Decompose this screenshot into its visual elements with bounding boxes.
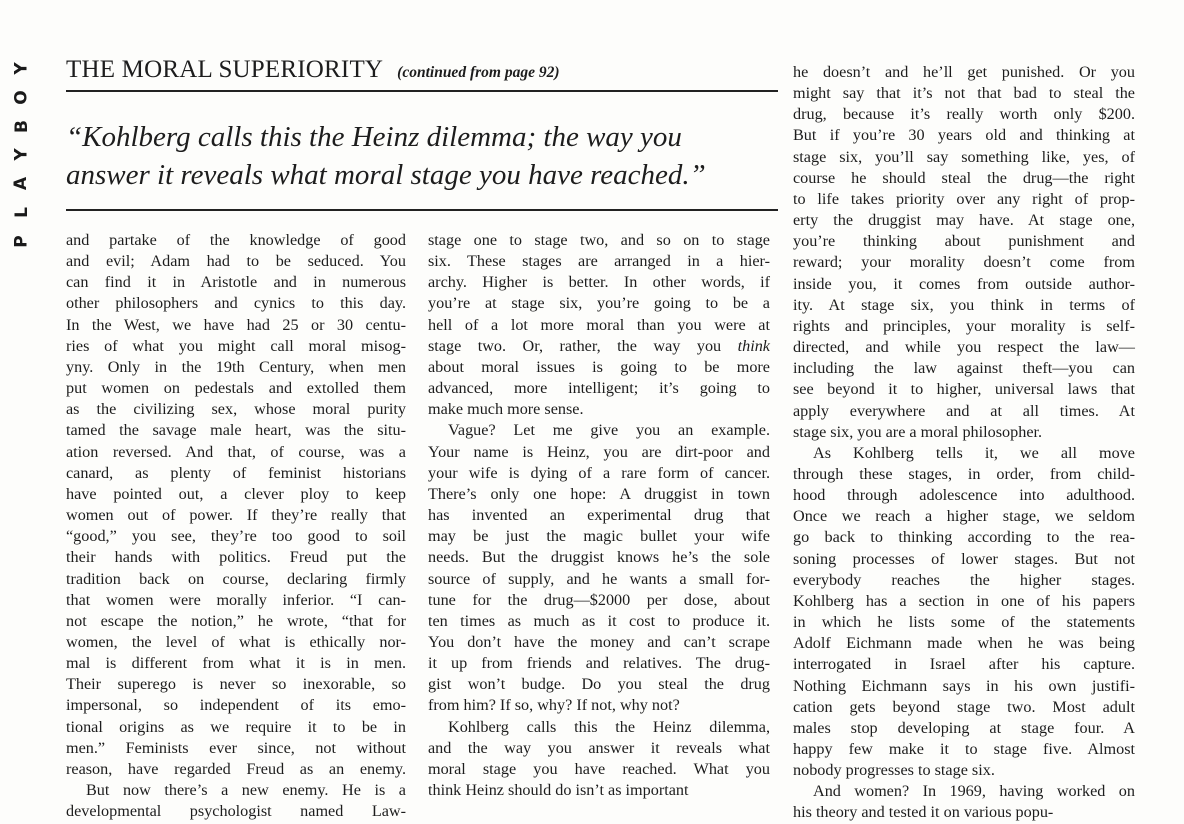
magazine-letter: Y [11,148,32,162]
text-line: your wife is dying of a rare form of cancer. [428,463,770,482]
magazine-name-vertical [8,60,36,250]
text-segment: stage two. Or, rather, the way you [428,336,738,355]
text-line: rights and principles, your morality is self- [793,316,1135,335]
text-line: see beyond it to higher, universal laws that [793,380,1135,399]
text-column-2 [428,230,770,801]
text-line: you’re at stage six, you’re going to be a [428,294,770,313]
text-line: ation reversed. And that, of course, was a [66,442,406,461]
magazine-letter: Y [11,62,32,75]
text-line: from him? If so, why? If not, why not? [428,696,680,715]
paragraph [428,717,770,802]
text-line: in which he lists some of the statements [793,613,1135,632]
text-line: happy few make it to stage five. Almost [793,740,1135,758]
paragraph [793,443,1135,782]
text-line: ten times as much as it cost to produce it. [428,611,770,630]
text-line: men.” Feminists ever since, not without [66,738,406,757]
text-line: There’s only one hope: A druggist in town [428,484,770,503]
text-line: think Heinz should do isn’t as important [428,781,689,800]
text-line: and partake of the knowledge of good [66,231,406,249]
text-line: everybody reaches the higher stages. [793,570,1135,589]
text-line: yny. Only in the 19th Century, when men [66,357,406,376]
text-line: ries of what you might call moral misog- [66,336,406,355]
text-column-3 [793,62,1135,824]
text-line: directed, and while you respect the law— [793,338,1135,357]
pull-quote-line: “Kohlberg calls this the Heinz dilemma; the way you [66,121,682,153]
text-line: needs. But the druggist knows he’s the sole [428,548,770,567]
text-line: Your name is Heinz, you are dirt-poor and [428,442,770,461]
text-line: Nothing Eichmann says in his own justifi- [793,676,1135,695]
text-line: hood through adolescence into adulthood. [793,486,1135,505]
text-line: gist won’t budge. Do you steal the drug [428,675,770,694]
text-line: may be just the magic bullet your wife [428,527,770,546]
magazine-letter: L [11,207,32,219]
text-line: women out of power. If they’re really that [66,506,406,525]
magazine-letter: B [11,119,32,133]
text-line: As Kohlberg tells it, we all move [813,443,1135,462]
text-line: “good,” you see, they’re too good to soil [66,527,406,546]
text-line: six. These stages are arranged in a hier- [428,252,770,271]
continued-note: (continued from page 92) [397,64,560,81]
text-line: course he should steal the drug—the right [793,168,1135,187]
text-line: can find it in Aristotle and in numerous [66,273,406,292]
text-line: And women? In 1969, having worked on [813,782,1135,801]
text-line: it up from friends and relatives. The drug- [428,654,770,673]
text-line: tradition back on course, declaring firmly [66,569,406,588]
text-line: mal is different from what it is in men. [66,654,406,673]
pull-quote [66,118,778,194]
text-line: developmental psychologist named Law- [66,802,406,821]
text-line: through these stages, in order, from child- [793,464,1135,483]
text-line: you’re thinking about punishment and [793,232,1135,251]
article-title: THE MORAL SUPERIORITY [66,56,384,83]
text-line: ity. At stage six, you think in terms of [793,295,1135,314]
text-line: to life takes priority over any right of prop- [793,189,1135,208]
text-line: his theory and tested it on various popu- [793,803,1054,822]
text-line: make much more sense. [428,400,584,419]
text-line: stage six, you are a moral philosopher. [793,422,1043,441]
article-header [66,56,778,92]
paragraph [793,781,1135,823]
text-line: reason, have regarded Freud as an enemy. [66,759,406,778]
text-line: reward; your morality doesn’t come from [793,253,1135,272]
text-line: source of supply, and he wants a small for- [428,569,770,588]
text-line: other philosophers and cynics to this day. [66,294,406,313]
text-line: erty the druggist may have. At stage one, [793,211,1135,230]
text-line: stage one to stage two, and so on to stage [428,231,770,249]
text-line: moral stage you have reached. What you [428,759,770,778]
text-line: go back to thinking according to the rea- [793,528,1135,547]
text-line: women, the level of what is ethically nor- [66,632,406,651]
text-line: You don’t have the money and can’t scrape [428,632,770,651]
emphasis-think: think [737,336,770,355]
text-line: and the way you answer it reveals what [428,738,770,757]
text-line: put women on pedestals and extolled them [66,379,406,398]
magazine-letter: A [11,177,32,191]
text-column-1 [66,230,406,822]
paragraph [66,230,406,822]
text-line: archy. Higher is better. In other words, if [428,273,770,292]
text-line: tune for the drug—$2000 per dose, about [428,590,770,609]
text-line: tamed the savage male heart, was the situ- [66,421,406,440]
text-line: about moral issues is going to be more [428,357,770,376]
pull-quote-line: answer it reveals what moral stage you have reached.” [66,159,706,191]
text-line: hell of a lot more moral than you were at [428,315,770,334]
text-line: have pointed out, a clever ploy to keep [66,484,406,503]
text-line: Adolf Eichmann made when he was being [793,634,1135,653]
text-line: tional origins as we require it to be in [66,717,406,736]
text-line: their hands with politics. Freud put the [66,548,406,567]
text-line: Vague? Let me give you an example. [448,421,770,440]
text-line: not escape the notion,” he wrote, “that for [66,611,406,630]
text-line: But now there’s a new enemy. He is a [86,781,406,800]
text-line: apply everywhere and at all times. At [793,401,1135,420]
text-line: advanced, more intelligent; it’s going to [428,379,770,398]
text-line: he doesn’t and he’ll get punished. Or you [793,63,1135,81]
text-line: inside you, it comes from outside author- [793,274,1135,293]
text-line: as the civilizing sex, whose moral purity [66,400,406,419]
paragraph [793,62,1135,443]
text-line: Kohlberg calls this the Heinz dilemma, [448,717,770,736]
paragraph [428,420,770,716]
text-line: Their superego is never so inexorable, so [66,675,406,694]
pull-quote-bottom-rule [66,209,778,211]
text-line: that women were morally inferior. “I can- [66,590,406,609]
text-line: males stop developing at stage four. A [793,718,1135,737]
paragraph [428,230,770,420]
text-line: impersonal, so independent of its emo- [66,696,406,715]
text-line: In the West, we have had 25 or 30 centu- [66,315,406,334]
text-line [428,336,770,357]
text-line: nobody progresses to stage six. [793,761,995,780]
text-line: Kohlberg has a section in one of his papers [793,591,1135,610]
text-line: drug, because it’s really worth only $200. [793,105,1135,124]
magazine-letter: P [11,235,32,248]
text-line: Once we reach a higher stage, we seldom [793,507,1135,526]
text-line: interrogated in Israel after his capture. [793,655,1135,674]
text-line: stage six, you’ll say something like, yes, of [793,147,1135,166]
text-line: has invented an experimental drug that [428,506,770,525]
text-line: But if you’re 30 years old and thinking at [793,126,1135,145]
text-line: canard, as plenty of feminist historians [66,463,406,482]
text-line: soning processes of lower stages. But not [793,549,1135,568]
text-line: and evil; Adam had to be seduced. You [66,252,406,271]
magazine-letter: O [11,90,32,105]
text-line: cation gets beyond stage two. Most adult [793,697,1135,716]
text-line: including the law against theft—you can [793,359,1135,378]
text-line: might say that it’s not that bad to steal the [793,84,1135,103]
